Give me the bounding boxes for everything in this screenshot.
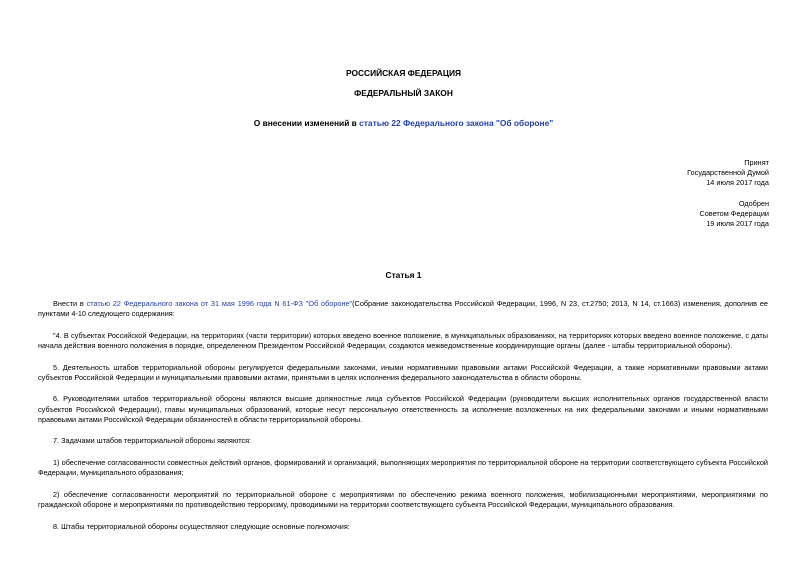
intro-prefix: Внести в [53,299,87,308]
approved-line: 19 июля 2017 года [706,219,769,229]
law-type-heading: ФЕДЕРАЛЬНЫЙ ЗАКОН [354,88,453,98]
country-heading: РОССИЙСКАЯ ФЕДЕРАЦИЯ [345,68,462,78]
article-paragraph: 5. Деятельность штабов территориальной обороны регулируется федеральными законами, иными нормативными правовыми актами Российской Федерации, а также нормативными правовыми актами субъектов Российской Федерации и муниципальными правовыми актами, принятыми в целях исполнения федерального законодательства в области обороны. [38,362,768,382]
intro-link[interactable]: статью 22 Федерального закона от 31 мая 1996 года N 61-ФЗ "Об обороне" [86,299,353,308]
accepted-line: Государственной Думой [687,168,769,178]
approved-block [569,199,769,230]
accepted-line: Принят [744,158,769,167]
law-title [0,118,807,128]
article-paragraph: 2) обеспечение согласованности мероприятий по территориальной обороне с мероприятиями по обеспечению режима военного положения, мобилизационными мероприятиями, мероприятиями по гражданской обороне и мероприятиями по противодействию терроризму, проводимыми на территории соответствующего субъекта Российской Федерации, муниципального образования. [38,489,768,509]
article-paragraph: 7. Задачами штабов территориальной обороны являются: [53,436,252,446]
approved-line: Одобрен [738,199,769,208]
intro-suffix: (Собрание законодательства Российской Федерации, 1996, N 23, ст.2750; 2013, N 14, ст.1663) изменения, дополнив ее пунктами 4-10 следующего содержания: [38,299,768,319]
article-heading: Статья 1 [385,270,422,280]
accepted-line: 14 июля 2017 года [706,178,769,188]
article-body [38,299,768,543]
law-title-link[interactable]: статью 22 Федерального закона "Об обороне" [359,118,554,128]
law-title-prefix: О внесении изменений в [253,118,360,128]
article-paragraph: 1) обеспечение согласованности совместных действий органов, формирований и организаций, выполняющих мероприятия по территориальной обороне на территории соответствующего субъекта Российской Федерации, муниципального образования; [38,457,768,478]
article-paragraph: "4. В субъектах Российской Федерации, на территориях (части территории) которых введено военное положение, в муниципальных образованиях, на территориях которых введено военное положение, с даты начала действия военного положения в порядке, определенном Президентом Российской Федерации, создаются межведомственные координирующие органы (далее - штабы территориальной обороны). [38,330,768,350]
article-paragraph: 8. Штабы территориальной обороны осуществляют следующие основные полномочия: [53,521,350,531]
article-paragraph: 6. Руководителями штабов территориальной обороны являются высшие должностные лица субъектов Российской Федерации (руководители высших исполнительных органов государственной власти субъектов Российской Федерации), главы муниципальных образований, которые несут персональную ответственность за исполнение возложенных на них федеральными законами и иными нормативными правовыми актами Российской Федерации обязанностей в области территориальной обороны. [38,394,768,424]
article-intro [38,299,768,319]
approved-line: Советом Федерации [699,209,769,219]
accepted-block [569,158,769,189]
